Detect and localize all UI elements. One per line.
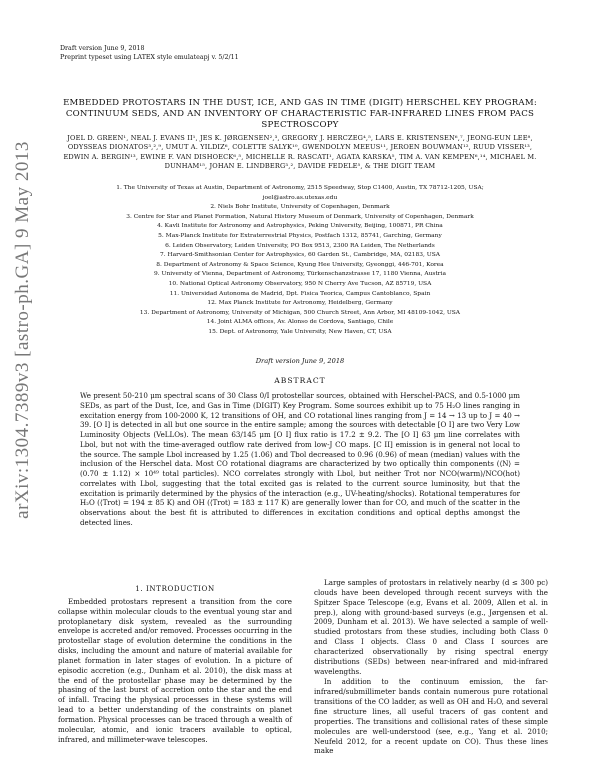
affiliation-item: 2. Niels Bohr Institute, University of Copenhagen, Denmark bbox=[210, 204, 390, 211]
affiliation-item: 9. University of Vienna, Department of Astronomy, Türkenschanzstrasse 17, 1180 Vienna, Austria bbox=[154, 271, 446, 278]
preprint-header bbox=[60, 44, 239, 62]
abstract-heading: ABSTRACT bbox=[274, 376, 326, 385]
draft-version-center: Draft version June 9, 2018 bbox=[255, 357, 345, 365]
affiliation-item: 12. Max Planck Institute for Astronomy, Heidelberg, Germany bbox=[207, 300, 393, 307]
intro-paragraph: Large samples of protostars in relatively nearby (d ≤ 300 pc) clouds have been developed through recent surveys with the Spitzer Space Telescope (e.g, Evans et al. 2009, Allen et al. in prep.), along with ground-based surveys (e.g., Jørgensen et al. 2009, Dunham et al. 2013). We have selected a sample of well-studied protostars from these studies, including both Class 0 and Class I objects. Class 0 and Class I sources are characterized observationally by rising spectral energy distributions (SEDs) between near-infrared and mid-infrared wavelengths. bbox=[314, 578, 548, 676]
abstract-text: We present 50-210 μm spectral scans of 30 Class 0/I protostellar sources, obtained with Herschel-PACS, and 0.5-1000 μm SEDs, as part of the Dust, Ice, and Gas in Time (DIGIT) Key Program. Some sources exhibit up to 75 H₂O lines ranging in excitation energy from 100-2000 K, 12 transitions of OH, and CO rotational lines ranging from J = 14 → 13 up to J = 40 → 39. [O I] is detected in all but one source in the entire sample; among the sources with detectable [O I] are two Very Low Luminosity Objects (VeLLOs). The mean 63/145 μm [O I] flux ratio is 17.2 ± 9.2. The [O I] 63 μm line correlates with Lbol, but not with the time-averaged outflow rate derived from low-J CO maps. [C II] emission is in general not local to the source. The sample Lbol increased by 1.25 (1.06) and Tbol decreased to 0.96 (0.96) of mean (median) values with the inclusion of the Herschel data. Most CO rotational diagrams are characterized by two optically thin components (⟨N⟩ = (0.70 ± 1.12) × 10⁴⁹ total particles). NCO correlates strongly with Lbol, but neither Trot nor NCO(warm)/NCO(hot) correlates with Lbol, suggesting that the total excited gas is related to the current source luminosity, but that the excitation is primarily determined by the physics of the interaction (e.g., UV-heating/shocks). Rotational temperatures for H₂O (⟨Trot⟩ = 194 ± 85 K) and OH (⟨Trot⟩ = 183 ± 117 K) are generally lower than for CO, and much of the scatter in the observations about the best fit is attributed to differences in excitation conditions and optical depths amongst the detected lines. bbox=[80, 391, 520, 527]
title-line-2: CONTINUUM SEDS, AND AN INVENTORY OF CHARACTERISTIC FAR-INFRARED LINES FROM PACS bbox=[65, 109, 535, 119]
arxiv-identifier: arXiv:1304.7389v3 [astro-ph.GA] 9 May 2013 bbox=[12, 141, 33, 519]
affiliation-item: 8. Department of Astronomy & Space Science, Kyung Hee University, Gyeonggi, 446-701, Korea bbox=[156, 261, 444, 268]
affiliation-email: joel@astro.as.utexas.edu bbox=[262, 194, 338, 201]
intro-paragraph: In addition to the continuum emission, the far-infrared/submillimeter bands contain numerous pure rotational transitions of the CO ladder, as well as OH and H₂O, and several fine structure lines, all useful tracers of gas content and properties. The transitions and collisional rates of these simple molecules are well-understood (see, e.g., Yang et al. 2010; Neufeld 2012, for a recent update on CO). Thus these lines make bbox=[314, 677, 548, 756]
affiliation-item: 13. Department of Astronomy, University of Michigan, 500 Church Street, Ann Arbor, MI 48109-1042, USA bbox=[139, 309, 461, 316]
affiliation-item: 5. Max-Planck Institute for Extraterrestrial Physics, Postfach 1312, 85741, Garching, Germany bbox=[158, 232, 442, 239]
author-list: JOEL D. GREEN¹, NEAL J. EVANS II¹, JES K. JØRGENSEN²,³, GREGORY J. HERCZEG⁴,⁵, LARS E. KRISTENSEN⁶,⁷, JEONG-EUN LEE⁸, ODYSSEAS DIONATOS³,²,⁹, UMUT A. YILDIZ⁶, COLETTE SALYK¹⁰, GWENDOLYN MEEUS¹¹, JEROEN BOUWMAN¹², RUUD VISSER¹³, EDWIN A. BERGIN¹³, EWINE F. VAN DISHOECK⁶,⁵, MICHELLE R. RASCATI¹, AGATA KARSKA⁵, TIM A. VAN KEMPEN⁶,¹⁴, MICHAEL M. DUNHAM¹⁵, JOHAN E. LINDBERG³,², DAVIDE FEDELE⁵, & THE DIGIT TEAM bbox=[63, 134, 537, 171]
affiliation-list bbox=[60, 184, 540, 338]
intro-paragraph: Embedded protostars represent a transition from the core collapse within molecular clouds to the eventual young star and protoplanetary disk system, revealed as the surrounding envelope is accreted and/or removed. Processes occurring in the protostellar stage of evolution determine the conditions in the disks, including the amount and nature of material available for planet formation in later stages of evolution. In a picture of episodic accretion (e.g., Dunham et al. 2010), the disk mass at the end of the protostellar phase may be determined by the phasing of the last burst of accretion onto the star and the end of infall. Tracing the physical processes in these systems will lead to a better understanding of the constraints on planet formation. Physical processes can be traced through a wealth of molecular, atomic, and ionic tracers available to optical, infrared, and millimeter-wave telescopes. bbox=[58, 596, 292, 744]
draft-version-line: Draft version June 9, 2018 bbox=[60, 45, 145, 52]
affiliation-item: 4. Kavli Institute for Astronomy and Astrophysics, Peking University, Beijing, 100871, PR China bbox=[157, 223, 443, 230]
right-column bbox=[314, 578, 548, 756]
preprint-typeset-line: Preprint typeset using LATEX style emulateapj v. 5/2/11 bbox=[60, 54, 239, 61]
title-line-1: EMBEDDED PROTOSTARS IN THE DUST, ICE, AND GAS IN TIME (DIGIT) HERSCHEL KEY PROGRAM: bbox=[63, 98, 537, 108]
affiliation-item: 10. National Optical Astronomy Observatory, 950 N Cherry Ave Tucson, AZ 85719, USA bbox=[168, 280, 432, 287]
affiliation-item: 14. Joint ALMA offices, Av. Alonso de Cordova, Santiago, Chile bbox=[206, 319, 394, 326]
affiliation-item: 11. Universidad Autonoma de Madrid, Dpt. Fisica Teorica, Campus Cantoblanco, Spain bbox=[169, 290, 431, 297]
arxiv-sidebar bbox=[8, 50, 38, 610]
title-line-3: SPECTROSCOPY bbox=[261, 120, 339, 130]
paper-title bbox=[60, 98, 540, 131]
left-column bbox=[58, 584, 292, 745]
affiliation-item: 3. Centre for Star and Planet Formation, Natural History Museum of Denmark, University of Copenhagen, Denmark bbox=[126, 213, 474, 220]
section-heading-introduction: 1. INTRODUCTION bbox=[135, 584, 215, 593]
affiliation-item: 7. Harvard-Smithsonian Center for Astrophysics, 60 Garden St., Cambridge, MA, 02183, USA bbox=[159, 252, 441, 259]
affiliation-item: 1. The University of Texas at Austin, Department of Astronomy, 2515 Speedway, Stop C1400, Austin, TX 78712-1205, USA; bbox=[116, 185, 484, 191]
affiliation-item: 15. Dept. of Astronomy, Yale University, New Haven, CT, USA bbox=[208, 328, 392, 335]
affiliation-item: 6. Leiden Observatory, Leiden University, PO Box 9513, 2300 RA Leiden, The Netherlands bbox=[165, 242, 435, 249]
